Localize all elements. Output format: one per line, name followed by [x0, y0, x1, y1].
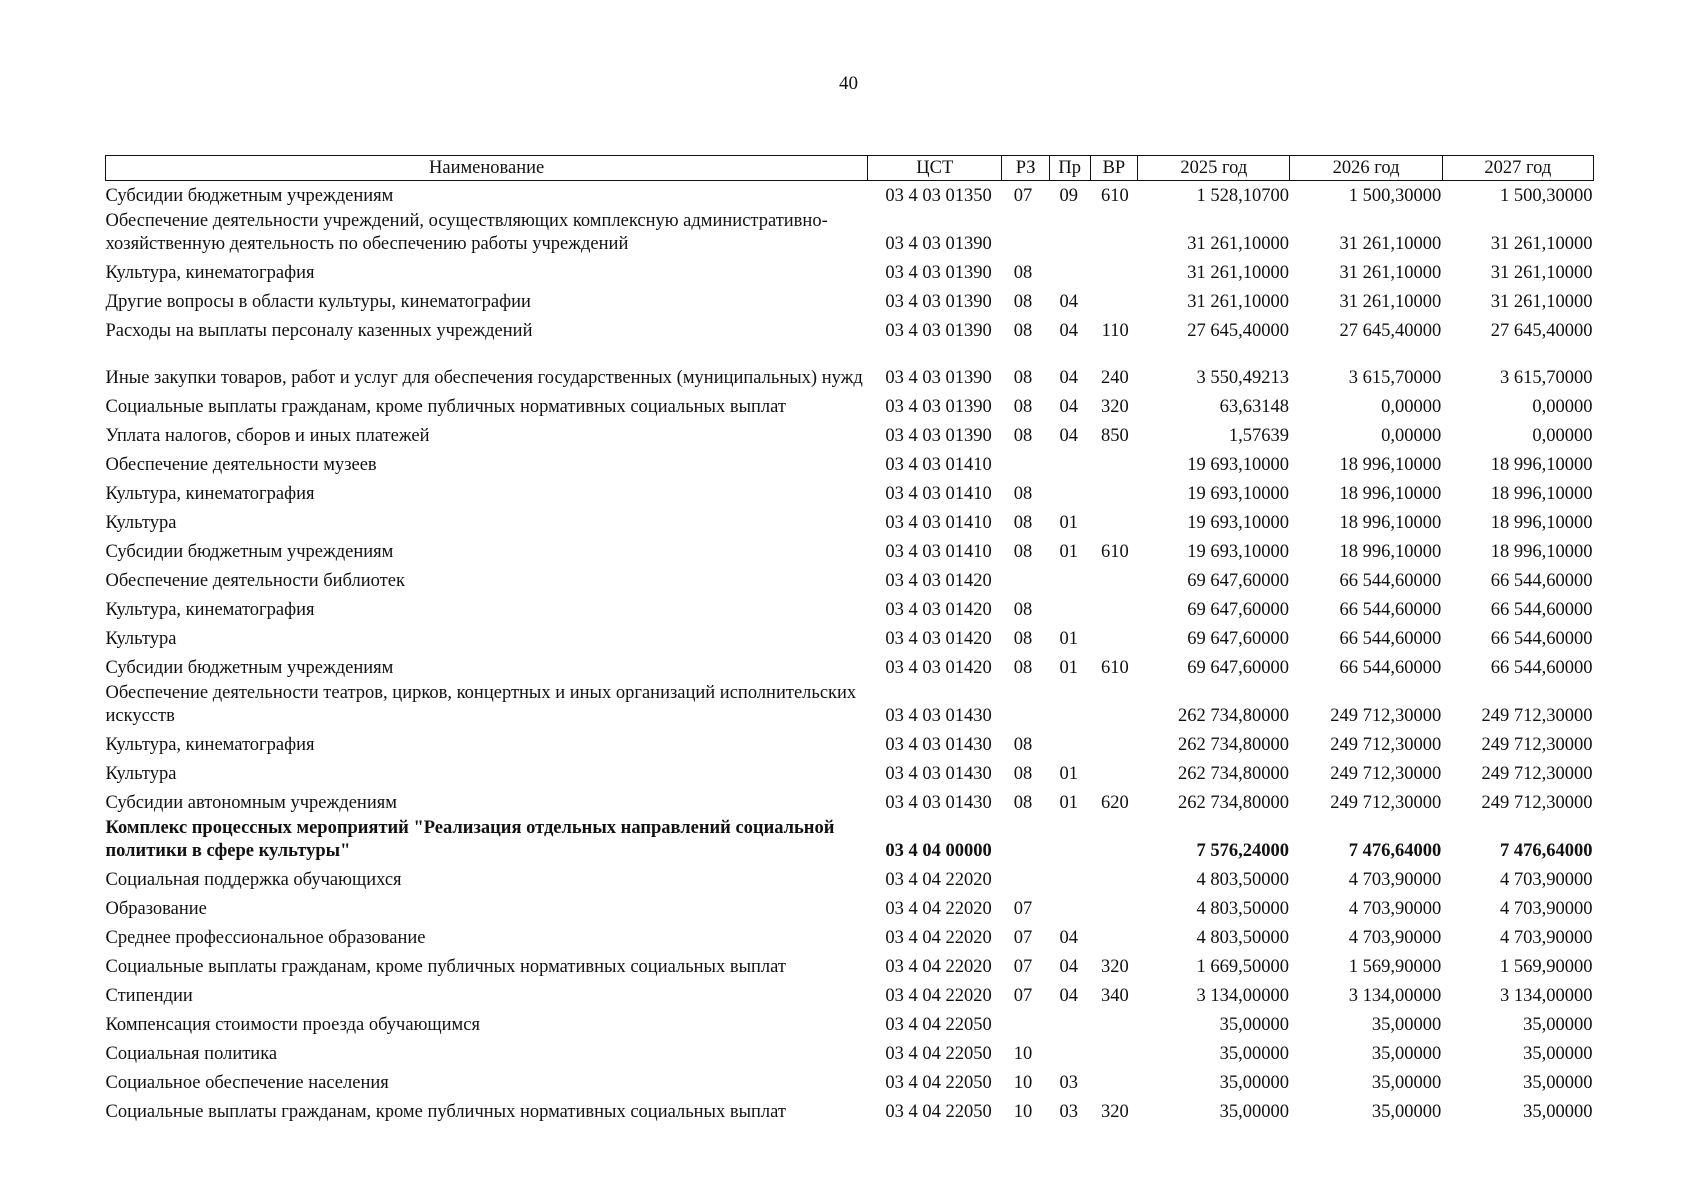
row-2025-value: 35,00000	[1219, 1101, 1289, 1122]
row-name: Субсидии бюджетным учреждениям	[105, 185, 394, 206]
header-pr: Пр	[1049, 156, 1090, 181]
row-vr	[1090, 624, 1138, 653]
row-2026-value: 1 569,90000	[1348, 956, 1442, 977]
row-cst: 03 4 03 01420	[885, 657, 992, 678]
page-number: 40	[839, 73, 858, 94]
row-2025-value: 3 134,00000	[1196, 985, 1289, 1006]
row-rz: 08	[1013, 599, 1033, 620]
header-2025: 2025 год	[1138, 156, 1290, 181]
row-cst: 03 4 04 22020	[885, 985, 992, 1006]
row-rz: 08	[1013, 262, 1033, 283]
row-pr: 04	[1059, 367, 1078, 388]
row-rz: 10	[1013, 1072, 1033, 1093]
table-row	[106, 258, 1594, 287]
row-vr	[1090, 595, 1138, 624]
table-row	[106, 952, 1594, 981]
row-name: Компенсация стоимости проезда обучающимся	[105, 1014, 480, 1035]
row-cst: 03 4 03 01410	[885, 454, 992, 475]
row-pr	[1049, 595, 1090, 624]
row-cst: 03 4 03 01390	[885, 425, 992, 446]
table-row	[106, 210, 1594, 258]
row-2026-value: 249 712,30000	[1330, 705, 1442, 726]
row-name: Социальное обеспечение населения	[105, 1072, 389, 1093]
row-2027-value: 31 261,10000	[1490, 262, 1593, 283]
row-pr: 01	[1059, 792, 1078, 813]
row-pr	[1049, 865, 1090, 894]
table-row	[106, 624, 1594, 653]
row-2025-value: 63,63148	[1219, 396, 1289, 417]
row-name: Другие вопросы в области культуры, кинематографии	[105, 291, 531, 312]
row-name: Субсидии бюджетным учреждениям	[105, 541, 394, 562]
row-cst: 03 4 03 01390	[885, 233, 992, 254]
row-name: Среднее профессиональное образование	[105, 927, 426, 948]
row-2026-value: 66 544,60000	[1339, 628, 1442, 649]
row-vr	[1090, 1010, 1138, 1039]
row-2026-value: 66 544,60000	[1339, 599, 1442, 620]
row-2027-value: 249 712,30000	[1481, 705, 1593, 726]
row-cst: 03 4 03 01410	[885, 541, 992, 562]
row-cst: 03 4 03 01390	[885, 396, 992, 417]
row-2026-value: 31 261,10000	[1339, 262, 1442, 283]
row-pr	[1049, 210, 1090, 258]
row-vr: 240	[1100, 367, 1129, 388]
row-2025-value: 4 803,50000	[1196, 869, 1289, 890]
table-row	[106, 450, 1594, 479]
table-row	[106, 682, 1594, 730]
table-row	[106, 1068, 1594, 1097]
row-rz: 07	[1013, 956, 1033, 977]
row-2027-value: 18 996,10000	[1490, 454, 1593, 475]
row-pr	[1049, 730, 1090, 759]
row-vr	[1090, 450, 1138, 479]
row-2027-value: 4 703,90000	[1500, 927, 1593, 948]
row-pr	[1049, 1010, 1090, 1039]
row-2026-value: 3 615,70000	[1348, 367, 1442, 388]
row-2026-value: 35,00000	[1371, 1072, 1442, 1093]
row-pr	[1049, 479, 1090, 508]
row-rz	[1002, 682, 1050, 730]
row-cst: 03 4 04 22050	[885, 1043, 992, 1064]
row-vr: 610	[1100, 541, 1129, 562]
row-vr	[1090, 894, 1138, 923]
row-vr	[1090, 759, 1138, 788]
row-rz: 08	[1013, 763, 1033, 784]
row-cst: 03 4 04 22020	[885, 956, 992, 977]
row-rz	[1002, 210, 1050, 258]
row-2026-value: 0,00000	[1381, 425, 1442, 446]
row-2025-value: 1 669,50000	[1196, 956, 1289, 977]
row-rz: 10	[1013, 1043, 1033, 1064]
table-row	[106, 1097, 1594, 1126]
row-name: Комплекс процессных мероприятий "Реализация отдельных направлений социальной политики в сфере культуры"	[105, 817, 835, 861]
table-row	[106, 788, 1594, 817]
row-vr: 610	[1100, 657, 1129, 678]
row-vr	[1090, 508, 1138, 537]
row-rz: 08	[1013, 320, 1033, 341]
row-cst: 03 4 03 01410	[885, 483, 992, 504]
row-2025-value: 69 647,60000	[1187, 570, 1289, 591]
row-2026-value: 35,00000	[1371, 1043, 1442, 1064]
table-row	[106, 865, 1594, 894]
row-2025-value: 19 693,10000	[1187, 454, 1289, 475]
row-2026-value: 18 996,10000	[1339, 483, 1442, 504]
row-cst: 03 4 03 01390	[885, 262, 992, 283]
row-2025-value: 4 803,50000	[1196, 898, 1289, 919]
row-2027-value: 66 544,60000	[1490, 657, 1593, 678]
table-row	[106, 181, 1594, 210]
row-name: Социальная поддержка обучающихся	[105, 869, 402, 890]
row-2027-value: 3 134,00000	[1500, 985, 1593, 1006]
row-2027-value: 0,00000	[1532, 425, 1593, 446]
row-2027-value: 0,00000	[1532, 396, 1593, 417]
row-2026-value: 249 712,30000	[1330, 734, 1442, 755]
row-vr: 320	[1100, 956, 1129, 977]
table-row	[106, 653, 1594, 682]
row-rz: 08	[1013, 425, 1033, 446]
row-pr: 01	[1059, 628, 1078, 649]
row-pr	[1049, 682, 1090, 730]
row-vr	[1090, 817, 1138, 865]
row-2027-value: 249 712,30000	[1481, 792, 1593, 813]
row-2025-value: 262 734,80000	[1177, 763, 1289, 784]
table-row	[106, 923, 1594, 952]
row-name: Уплата налогов, сборов и иных платежей	[105, 425, 430, 446]
row-2026-value: 31 261,10000	[1339, 233, 1442, 254]
row-2026-value: 0,00000	[1381, 396, 1442, 417]
row-pr: 01	[1059, 541, 1078, 562]
row-vr	[1090, 682, 1138, 730]
row-2027-value: 18 996,10000	[1490, 483, 1593, 504]
row-pr: 03	[1059, 1072, 1078, 1093]
row-name: Социальная политика	[105, 1043, 278, 1064]
row-cst: 03 4 04 00000	[885, 840, 992, 861]
table-row	[106, 508, 1594, 537]
row-vr	[1090, 730, 1138, 759]
row-name: Обеспечение деятельности учреждений, осуществляющих комплексную административно-хозяйственную деятельность по обеспечению работы учреждений	[105, 210, 828, 254]
row-2026-value: 35,00000	[1371, 1014, 1442, 1035]
table-row	[106, 981, 1594, 1010]
row-2025-value: 69 647,60000	[1187, 657, 1289, 678]
table-row	[106, 730, 1594, 759]
row-2025-value: 35,00000	[1219, 1014, 1289, 1035]
row-name: Социальные выплаты гражданам, кроме публичных нормативных социальных выплат	[105, 396, 786, 417]
row-rz: 08	[1013, 367, 1033, 388]
row-2026-value: 7 476,64000	[1348, 840, 1442, 861]
header-cst: ЦСТ	[868, 156, 1002, 181]
row-pr	[1049, 817, 1090, 865]
row-name: Обеспечение деятельности музеев	[105, 454, 377, 475]
row-cst: 03 4 03 01410	[885, 512, 992, 533]
row-cst: 03 4 03 01390	[885, 291, 992, 312]
row-vr: 610	[1100, 185, 1129, 206]
row-rz: 07	[1013, 985, 1033, 1006]
row-2027-value: 249 712,30000	[1481, 763, 1593, 784]
row-2026-value: 4 703,90000	[1348, 927, 1442, 948]
row-pr	[1049, 894, 1090, 923]
row-vr	[1090, 1068, 1138, 1097]
row-pr	[1049, 450, 1090, 479]
row-rz	[1002, 450, 1050, 479]
row-2025-value: 7 576,24000	[1196, 840, 1289, 861]
row-2025-value: 31 261,10000	[1187, 233, 1289, 254]
row-rz	[1002, 817, 1050, 865]
row-2027-value: 31 261,10000	[1490, 233, 1593, 254]
row-vr	[1090, 479, 1138, 508]
row-2025-value: 1 528,10700	[1196, 185, 1289, 206]
row-pr: 04	[1059, 927, 1078, 948]
row-2026-value: 4 703,90000	[1348, 869, 1442, 890]
row-name: Культура, кинематография	[105, 734, 315, 755]
row-2027-value: 35,00000	[1523, 1014, 1593, 1035]
row-2025-value: 27 645,40000	[1187, 320, 1289, 341]
row-2027-value: 1 500,30000	[1500, 185, 1593, 206]
row-cst: 03 4 03 01420	[885, 628, 992, 649]
row-2025-value: 262 734,80000	[1177, 705, 1289, 726]
row-pr: 01	[1059, 512, 1078, 533]
row-2027-value: 66 544,60000	[1490, 570, 1593, 591]
row-rz: 07	[1013, 927, 1033, 948]
row-name: Культура, кинематография	[105, 483, 315, 504]
row-pr	[1049, 566, 1090, 595]
row-pr: 01	[1059, 657, 1078, 678]
row-name: Культура	[105, 512, 177, 533]
row-2025-value: 4 803,50000	[1196, 927, 1289, 948]
row-2026-value: 18 996,10000	[1339, 512, 1442, 533]
row-name: Социальные выплаты гражданам, кроме публичных нормативных социальных выплат	[105, 1101, 786, 1122]
row-2025-value: 19 693,10000	[1187, 541, 1289, 562]
row-2025-value: 262 734,80000	[1177, 734, 1289, 755]
row-pr: 04	[1059, 956, 1078, 977]
row-cst: 03 4 03 01390	[885, 367, 992, 388]
row-2027-value: 249 712,30000	[1481, 734, 1593, 755]
row-cst: 03 4 03 01420	[885, 570, 992, 591]
row-2025-value: 19 693,10000	[1187, 512, 1289, 533]
row-rz: 08	[1013, 734, 1033, 755]
row-pr: 04	[1059, 425, 1078, 446]
table-row	[106, 421, 1594, 450]
row-name: Образование	[105, 898, 207, 919]
row-2027-value: 66 544,60000	[1490, 599, 1593, 620]
row-cst: 03 4 04 22050	[885, 1072, 992, 1093]
header-2026: 2026 год	[1290, 156, 1442, 181]
row-rz: 08	[1013, 483, 1033, 504]
row-rz: 08	[1013, 512, 1033, 533]
row-pr	[1049, 1039, 1090, 1068]
row-cst: 03 4 03 01390	[885, 320, 992, 341]
row-2025-value: 35,00000	[1219, 1072, 1289, 1093]
table-row	[106, 595, 1594, 624]
row-2027-value: 27 645,40000	[1490, 320, 1593, 341]
row-pr: 04	[1059, 396, 1078, 417]
table-row	[106, 1010, 1594, 1039]
row-vr: 620	[1100, 792, 1129, 813]
row-2027-value: 31 261,10000	[1490, 291, 1593, 312]
row-2026-value: 35,00000	[1371, 1101, 1442, 1122]
row-pr: 04	[1059, 291, 1078, 312]
row-2026-value: 3 134,00000	[1348, 985, 1442, 1006]
row-rz	[1002, 1010, 1050, 1039]
row-2025-value: 31 261,10000	[1187, 291, 1289, 312]
row-rz	[1002, 865, 1050, 894]
row-vr	[1090, 566, 1138, 595]
row-2026-value: 18 996,10000	[1339, 541, 1442, 562]
row-vr	[1090, 210, 1138, 258]
row-name: Субсидии бюджетным учреждениям	[105, 657, 394, 678]
row-2026-value: 4 703,90000	[1348, 898, 1442, 919]
table-row	[106, 537, 1594, 566]
table-row	[106, 287, 1594, 316]
table-row	[106, 566, 1594, 595]
row-2025-value: 31 261,10000	[1187, 262, 1289, 283]
table-row	[106, 1039, 1594, 1068]
table-row	[106, 345, 1594, 392]
row-2027-value: 35,00000	[1523, 1072, 1593, 1093]
row-2026-value: 18 996,10000	[1339, 454, 1442, 475]
row-2027-value: 18 996,10000	[1490, 512, 1593, 533]
row-name: Культура, кинематография	[105, 599, 315, 620]
row-2025-value: 262 734,80000	[1177, 792, 1289, 813]
row-2027-value: 4 703,90000	[1500, 898, 1593, 919]
budget-table	[105, 155, 1594, 1126]
row-vr: 110	[1101, 320, 1129, 341]
row-name: Расходы на выплаты персоналу казенных учреждений	[105, 320, 533, 341]
row-vr: 850	[1100, 425, 1129, 446]
row-2026-value: 249 712,30000	[1330, 763, 1442, 784]
row-name: Культура, кинематография	[105, 262, 315, 283]
header-vr: ВР	[1090, 156, 1138, 181]
row-cst: 03 4 03 01350	[885, 185, 992, 206]
row-2025-value: 35,00000	[1219, 1043, 1289, 1064]
table-row	[106, 479, 1594, 508]
row-2025-value: 19 693,10000	[1187, 483, 1289, 504]
table-row	[106, 392, 1594, 421]
row-rz	[1002, 566, 1050, 595]
row-2027-value: 35,00000	[1523, 1043, 1593, 1064]
table-header-row	[106, 156, 1594, 181]
row-name: Субсидии автономным учреждениям	[105, 792, 397, 813]
row-cst: 03 4 04 22020	[885, 869, 992, 890]
table-row	[106, 817, 1594, 865]
row-2027-value: 3 615,70000	[1500, 367, 1593, 388]
row-2027-value: 66 544,60000	[1490, 628, 1593, 649]
row-rz: 08	[1013, 541, 1033, 562]
row-vr	[1090, 258, 1138, 287]
row-name: Обеспечение деятельности театров, цирков, концертных и иных организаций исполнительских искусств	[105, 682, 857, 726]
row-2026-value: 27 645,40000	[1339, 320, 1442, 341]
row-2027-value: 1 569,90000	[1500, 956, 1593, 977]
row-rz: 07	[1013, 898, 1033, 919]
table-row	[106, 759, 1594, 788]
row-vr	[1090, 1039, 1138, 1068]
row-cst: 03 4 03 01430	[885, 792, 992, 813]
row-vr: 320	[1100, 1101, 1129, 1122]
row-rz: 08	[1013, 291, 1033, 312]
row-2027-value: 35,00000	[1523, 1101, 1593, 1122]
row-2026-value: 66 544,60000	[1339, 657, 1442, 678]
row-rz: 10	[1013, 1101, 1033, 1122]
row-cst: 03 4 03 01430	[885, 705, 992, 726]
row-2025-value: 1,57639	[1228, 425, 1289, 446]
row-cst: 03 4 04 22050	[885, 1101, 992, 1122]
row-name: Иные закупки товаров, работ и услуг для обеспечения государственных (муниципальных) нужд	[105, 367, 863, 388]
row-vr	[1090, 287, 1138, 316]
row-2025-value: 69 647,60000	[1187, 628, 1289, 649]
row-name: Обеспечение деятельности библиотек	[105, 570, 405, 591]
row-rz: 07	[1013, 185, 1033, 206]
row-name: Стипендии	[105, 985, 193, 1006]
row-vr	[1090, 923, 1138, 952]
row-cst: 03 4 04 22050	[885, 1014, 992, 1035]
row-rz: 08	[1013, 628, 1033, 649]
header-rz: РЗ	[1002, 156, 1050, 181]
row-cst: 03 4 03 01420	[885, 599, 992, 620]
row-vr	[1090, 865, 1138, 894]
row-rz: 08	[1013, 396, 1033, 417]
row-name: Культура	[105, 628, 177, 649]
row-rz: 08	[1013, 792, 1033, 813]
row-2026-value: 249 712,30000	[1330, 792, 1442, 813]
header-2027: 2027 год	[1442, 156, 1593, 181]
table-row	[106, 894, 1594, 923]
row-2027-value: 7 476,64000	[1500, 840, 1593, 861]
row-rz: 08	[1013, 657, 1033, 678]
row-pr: 04	[1059, 985, 1078, 1006]
header-name: Наименование	[106, 156, 868, 181]
table-body	[106, 181, 1594, 1126]
row-2026-value: 31 261,10000	[1339, 291, 1442, 312]
row-name: Социальные выплаты гражданам, кроме публичных нормативных социальных выплат	[105, 956, 786, 977]
row-pr: 09	[1059, 185, 1078, 206]
row-vr: 320	[1100, 396, 1129, 417]
row-pr: 04	[1059, 320, 1078, 341]
row-cst: 03 4 03 01430	[885, 734, 992, 755]
row-pr: 01	[1059, 763, 1078, 784]
row-2027-value: 4 703,90000	[1500, 869, 1593, 890]
row-cst: 03 4 04 22020	[885, 927, 992, 948]
row-2025-value: 69 647,60000	[1187, 599, 1289, 620]
row-2026-value: 1 500,30000	[1348, 185, 1442, 206]
table-row	[106, 316, 1594, 345]
row-cst: 03 4 04 22020	[885, 898, 992, 919]
row-pr	[1049, 258, 1090, 287]
row-vr: 340	[1100, 985, 1129, 1006]
row-2025-value: 3 550,49213	[1196, 367, 1289, 388]
row-name: Культура	[105, 763, 177, 784]
row-2027-value: 18 996,10000	[1490, 541, 1593, 562]
row-2026-value: 66 544,60000	[1339, 570, 1442, 591]
row-cst: 03 4 03 01430	[885, 763, 992, 784]
row-pr: 03	[1059, 1101, 1078, 1122]
